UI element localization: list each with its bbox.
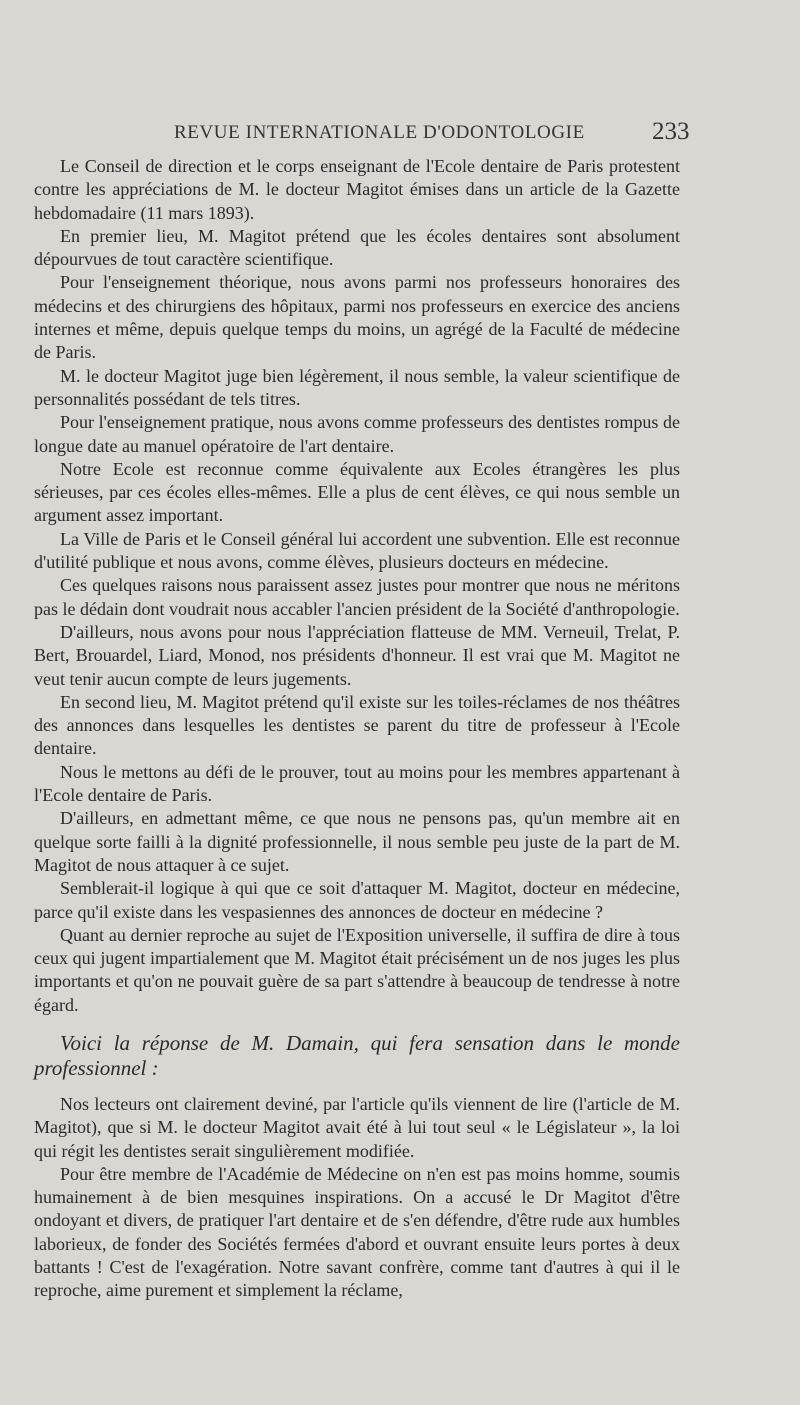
paragraph: En second lieu, M. Magitot prétend qu'il existe sur les toiles-réclames de nos théâtres des annonces dans lesquelles les dentistes se parent du titre de professeur à l'Ecole dentaire. [34,691,680,759]
paragraph: Le Conseil de direction et le corps enseignant de l'Ecole dentaire de Paris protestent contre les appréciations de M. le docteur Magitot émises dans un article de la Gazette hebdomadaire (11 mars 1893). [34,156,680,223]
paragraph: Quant au dernier reproche au sujet de l'Exposition universelle, il suffira de dire à tous ceux qui jugent impartialement que M. Magitot était précisément un de nos juges les plus importants et qu'on ne pouvait guère de sa part s'attendre à beaucoup de tendresse à notre égard. [34,924,680,1015]
paragraph: D'ailleurs, nous avons pour nous l'appréciation flatteuse de MM. Verneuil, Trelat, P. Bert, Brouardel, Liard, Monod, nos présidents d'honneur. Il est vrai que M. Magitot ne veut tenir aucun compte de leurs jugements. [34,621,680,689]
paragraph: Nous le mettons au défi de le prouver, tout au moins pour les membres appartenant à l'Ecole dentaire de Paris. [34,761,680,806]
paragraph: Nos lecteurs ont clairement deviné, par l'article qu'ils viennent de lire (l'article de M. Magitot), que si M. le docteur Magitot avait été à lui tout seul « le Législateur », la loi qui régit les dentistes serait singulièrement modifiée. [34,1093,680,1161]
running-header [0,118,800,148]
paragraph: Pour l'enseignement pratique, nous avons comme professeurs des dentistes rompus de longue date au manuel opératoire de l'art dentaire. [34,412,680,456]
paragraph: Pour être membre de l'Académie de Médecine on n'en est pas moins homme, soumis humainement à de bien mesquines inspirations. On a accusé le Dr Magitot d'être ondoyant et divers, de pratiquer l'art dentaire et de s'en défendre, d'être rude aux humbles laborieux, de fonder des Sociétés fermées d'abord et ouvrant ensuite leurs portes à deux battants ! C'est de l'exagération. Notre savant confrère, comme tant d'autres à qui il le reproche, aime purement et simplement la réclame, [34,1163,680,1301]
paragraph: La Ville de Paris et le Conseil général lui accordent une subvention. Elle est reconnue d'utilité publique et nous avons, comme élèves, plusieurs docteurs en médecine. [34,528,680,573]
paragraph: Notre Ecole est reconnue comme équivalente aux Ecoles étrangères les plus sérieuses, par ces écoles elles-mêmes. Elle a plus de cent élèves, ce qui nous semble un argument assez important. [34,458,680,526]
paragraph: D'ailleurs, en admettant même, ce que nous ne pensons pas, qu'un membre ait en quelque sorte failli à la dignité professionnelle, il nous semble peu juste de la part de M. Magitot de nous attaquer à ce sujet. [34,808,680,875]
page-number: 233 [652,118,690,145]
italic-intro: Voici la réponse de M. Damain, qui fera sensation dans le monde professionnel : [34,1030,680,1080]
paragraph: Ces quelques raisons nous paraissent assez justes pour montrer que nous ne méritons pas le dédain dont voudrait nous accabler l'ancien président de la Société d'anthropologie. [34,575,680,619]
paragraph: M. le docteur Magitot juge bien légèrement, il nous semble, la valeur scientifique de personnalités possédant de tels titres. [34,365,680,409]
body-text [34,155,680,1303]
paragraph: En premier lieu, M. Magitot prétend que les écoles dentaires sont absolument dépourvues de tout caractère scientifique. [34,225,680,270]
paragraph: Pour l'enseignement théorique, nous avons parmi nos professeurs honoraires des médecins et des chirurgiens des hôpitaux, parmi nos professeurs en exercice des anciens internes et même, depuis quelque temps du moins, un agrégé de la Faculté de médecine de Paris. [34,272,680,363]
journal-title: REVUE INTERNATIONALE D'ODONTOLOGIE [174,122,585,143]
paragraph: Semblerait-il logique à qui que ce soit d'attaquer M. Magitot, docteur en médecine, parce qu'il existe dans les vespasiennes des annonces de docteur en médecine ? [34,878,680,922]
